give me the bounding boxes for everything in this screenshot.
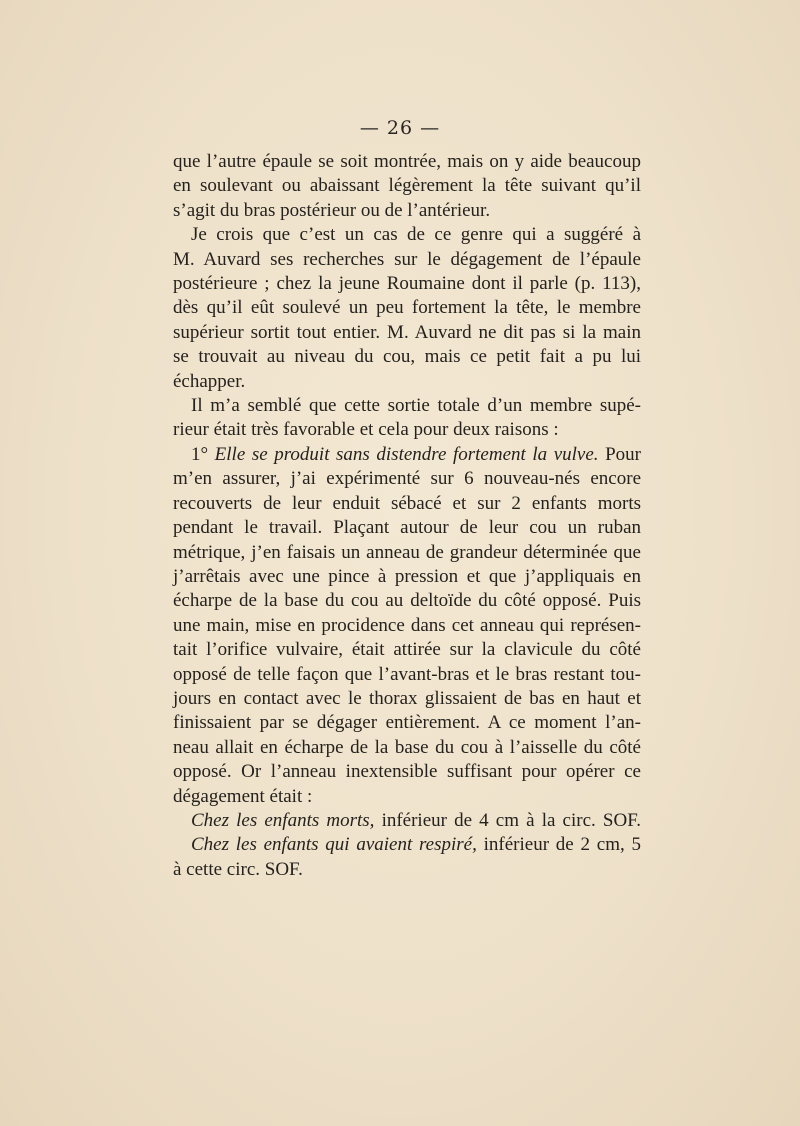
trailing-text: inférieur de 2 cm, 5 (476, 834, 641, 856)
text-line: dès qu’il eût soulevé un peu fortement la tête, le membre (173, 297, 641, 319)
text-line: jours en contact avec le thorax glissaient de bas en haut et (173, 687, 641, 709)
text-line: recouverts de leur enduit sébacé et sur 2 enfants morts (173, 492, 641, 514)
text-line: en soulevant ou abaissant légèrement la tête suivant qu’il (173, 175, 641, 197)
text-line-emphasis (173, 833, 641, 857)
text-line: postérieure ; chez la jeune Roumaine dont il parle (p. 113), (173, 273, 641, 295)
text-line: j’arrêtais avec une pince à pression et que j’appliquais en (173, 565, 641, 587)
text-line: s’agit du bras postérieur ou de l’antérieur. (173, 199, 491, 221)
text-line: tait l’orifice vulvaire, était attirée sur la clavicule du côté (173, 639, 641, 661)
text-line: pendant le travail. Plaçant autour de leur cou un ruban (173, 517, 641, 539)
text-line: neau allait en écharpe de la base du cou à l’aisselle du côté (173, 736, 641, 758)
text-line: écharpe de la base du cou au deltoïde du côté opposé. Puis (173, 590, 641, 612)
italic-phrase: Elle se produit sans distendre fortement la vulve. (214, 443, 599, 465)
text-line: que l’autre épaule se soit montrée, mais on y aide beaucoup (173, 151, 641, 172)
text-line: finissaient par se dégager entièrement. A ce moment l’an- (173, 712, 641, 734)
list-marker: 1° (191, 443, 215, 465)
text-line: Je crois que c’est un cas de ce genre qui a suggéré à (191, 224, 641, 246)
trailing-text: inférieur de 4 cm à la circ. SOF. (374, 809, 641, 831)
text-line: M. Auvard ses recherches sur le dégagement de l’épaule (173, 248, 641, 270)
text-line-emphasis (173, 809, 641, 833)
text-line: une main, mise en procidence dans cet anneau qui représen- (173, 614, 641, 636)
italic-phrase: Chez les enfants morts, (191, 809, 375, 831)
text-line: à cette circ. SOF. (173, 858, 303, 880)
text-line: rieur était très favorable et cela pour deux raisons : (173, 419, 559, 441)
trailing-text: Pour (598, 443, 641, 465)
text-line: opposé de telle façon que l’avant-bras et le bras restant tou- (173, 663, 641, 685)
text-line: Il m’a semblé que cette sortie totale d’un membre supé- (191, 395, 641, 417)
text-line: se trouvait au niveau du cou, mais ce petit fait a pu lui (173, 346, 641, 368)
text-line: métrique, j’en faisais un anneau de grandeur déterminée que (173, 541, 641, 563)
body-text (173, 150, 641, 882)
text-line: dégagement était : (173, 785, 313, 807)
text-line-emphasis (173, 443, 641, 467)
text-line: échapper. (173, 370, 246, 392)
page-number: — 26 — (359, 117, 441, 139)
italic-phrase: Chez les enfants qui avaient respiré, (191, 834, 477, 856)
text-line: m’en assurer, j’ai expérimenté sur 6 nouveau-nés encore (173, 468, 641, 490)
text-line: opposé. Or l’anneau inextensible suffisant pour opérer ce (173, 761, 641, 783)
text-line: supérieur sortit tout entier. M. Auvard ne dit pas si la main (173, 321, 641, 343)
